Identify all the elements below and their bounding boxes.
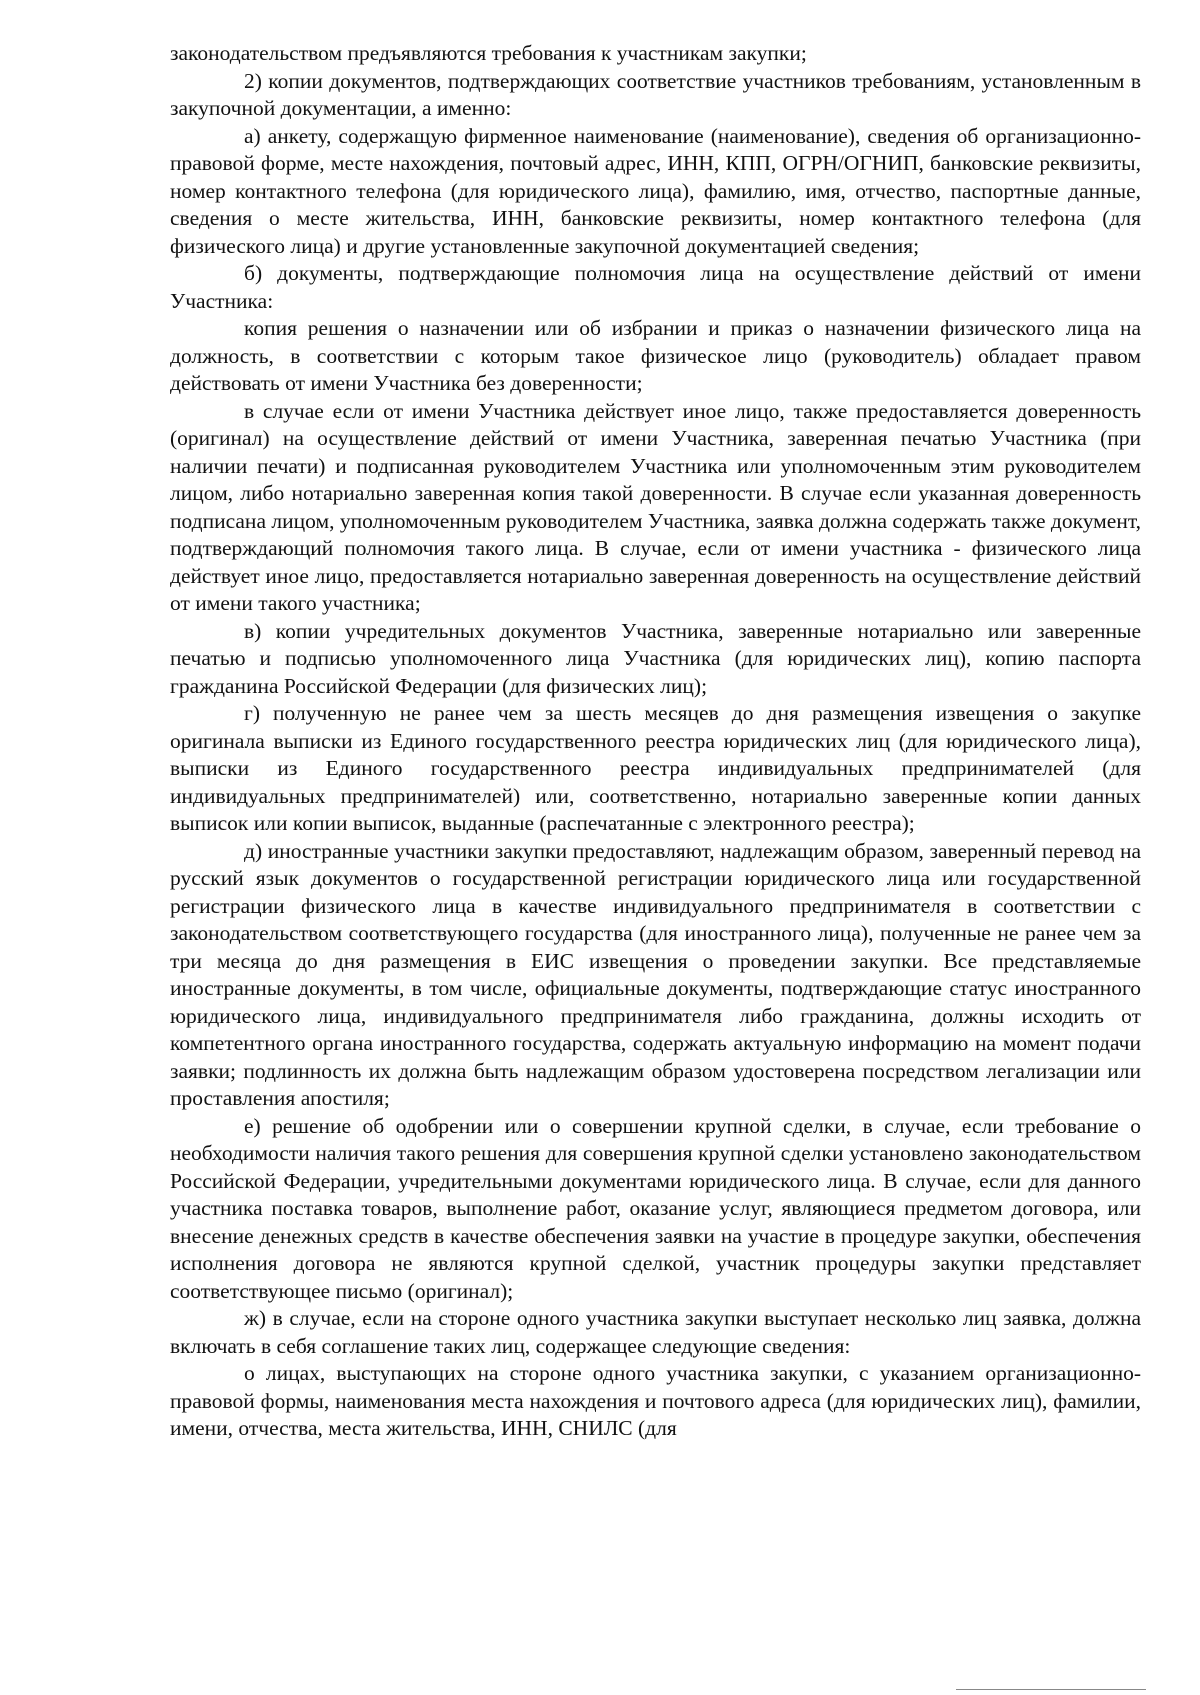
paragraph-item-2: 2) копии документов, подтверждающих соответствие участников требованиям, установленным в закупочной документации, а именно: (170, 68, 1141, 120)
paragraph-item-a: а) анкету, содержащую фирменное наименование (наименование), сведения об организационно-правовой форме, месте нахождения, почтовый адрес, ИНН, КПП, ОГРН/ОГНИП, банковские реквизиты, номер контактного телефона (для юридического лица), фамилию, имя, отчество, паспортные данные, сведения о месте жительства, ИНН, банковские реквизиты, номер контактного телефона (для физического лица) и другие установленные закупочной документацией сведения; (170, 123, 1141, 258)
paragraph-persons-info: о лицах, выступающих на стороне одного участника закупки, с указанием организационно-правовой формы, наименования места нахождения и почтового адреса (для юридических лиц), фамилии, имени, отчества, места жительства, ИНН, СНИЛС (для (170, 1361, 1141, 1440)
paragraph-power-of-attorney: в случае если от имени Участника действует иное лицо, также предоставляется доверенность (оригинал) на осуществление действий от имени Участника, заверенная печатью Участника (при наличии печати) и подписанная руководителем Участника или уполномоченным этим руководителем лицом, либо нотариально заверенная копия такой доверенности. В случае если указанная доверенность подписана лицом, уполномоченным руководителем Участника, заявка должна содержать также документ, подтверждающий полномочия такого лица. В случае, если от имени участника - физического лица действует иное лицо, предоставляется нотариально заверенная доверенность на осуществление действий от имени такого участника; (170, 398, 1141, 615)
document-body (170, 40, 1141, 1443)
paragraph-item-e: е) решение об одобрении или о совершении крупной сделки, в случае, если требование о необходимости наличия такого решения для совершения крупной сделки установлено законодательством Российской Федерации, учредительными документами юридического лица. В случае, если для данного участника поставка товаров, выполнение работ, оказание услуг, являющиеся предметом договора, или внесение денежных средств в качестве обеспечения заявки на участие в процедуре закупки, обеспечения исполнения договора не являются крупной сделкой, участник процедуры закупки представляет соответствующее письмо (оригинал); (170, 1113, 1141, 1303)
paragraph-item-zh: ж) в случае, если на стороне одного участника закупки выступает несколько лиц заявка, должна включать в себя соглашение таких лиц, содержащее следующие сведения: (170, 1306, 1141, 1358)
paragraph-item-g: г) полученную не ранее чем за шесть месяцев до дня размещения извещения о закупке оригинала выписки из Единого государственного реестра юридических лиц (для юридического лица), выписки из Единого государственного реестра индивидуальных предпринимателей (для индивидуальных предпринимателей) или, соответственно, нотариально заверенные копии данных выписок или копии выписок, выданные (распечатанные с электронного реестра); (170, 701, 1141, 835)
paragraph-appointment-copy: копия решения о назначении или об избрании и приказ о назначении физического лица на должность, в соответствии с которым такое физическое лицо (руководитель) обладает правом действовать от имени Участника без доверенности; (170, 316, 1141, 395)
paragraph-item-d: д) иностранные участники закупки предоставляют, надлежащим образом, заверенный перевод на русский язык документов о государственной регистрации юридического лица или государственной регистрации физического лица в качестве индивидуального предпринимателя в соответствии с законодательством соответствующего государства (для иностранного лица), полученные не ранее чем за три месяца до дня размещения в ЕИС извещения о проведении закупки. Все представляемые иностранные документы, в том числе, официальные документы, подтверждающие статус иностранного юридического лица, индивидуального предпринимателя либо гражданина, должны исходить от компетентного органа иностранного государства, содержать актуальную информацию на момент подачи заявки; подлинность их должна быть надлежащим образом удостоверена посредством легализации или проставления апостиля; (170, 838, 1141, 1110)
footer-rule (956, 1689, 1146, 1690)
paragraph-continuation: законодательством предъявляются требования к участникам закупки; (170, 41, 807, 65)
paragraph-item-b: б) документы, подтверждающие полномочия лица на осуществление действий от имени Участника: (170, 261, 1141, 313)
paragraph-item-v: в) копии учредительных документов Участника, заверенные нотариально или заверенные печатью и подписью уполномоченного лица Участника (для юридических лиц), копию паспорта гражданина Российской Федерации (для физических лиц); (170, 618, 1141, 698)
